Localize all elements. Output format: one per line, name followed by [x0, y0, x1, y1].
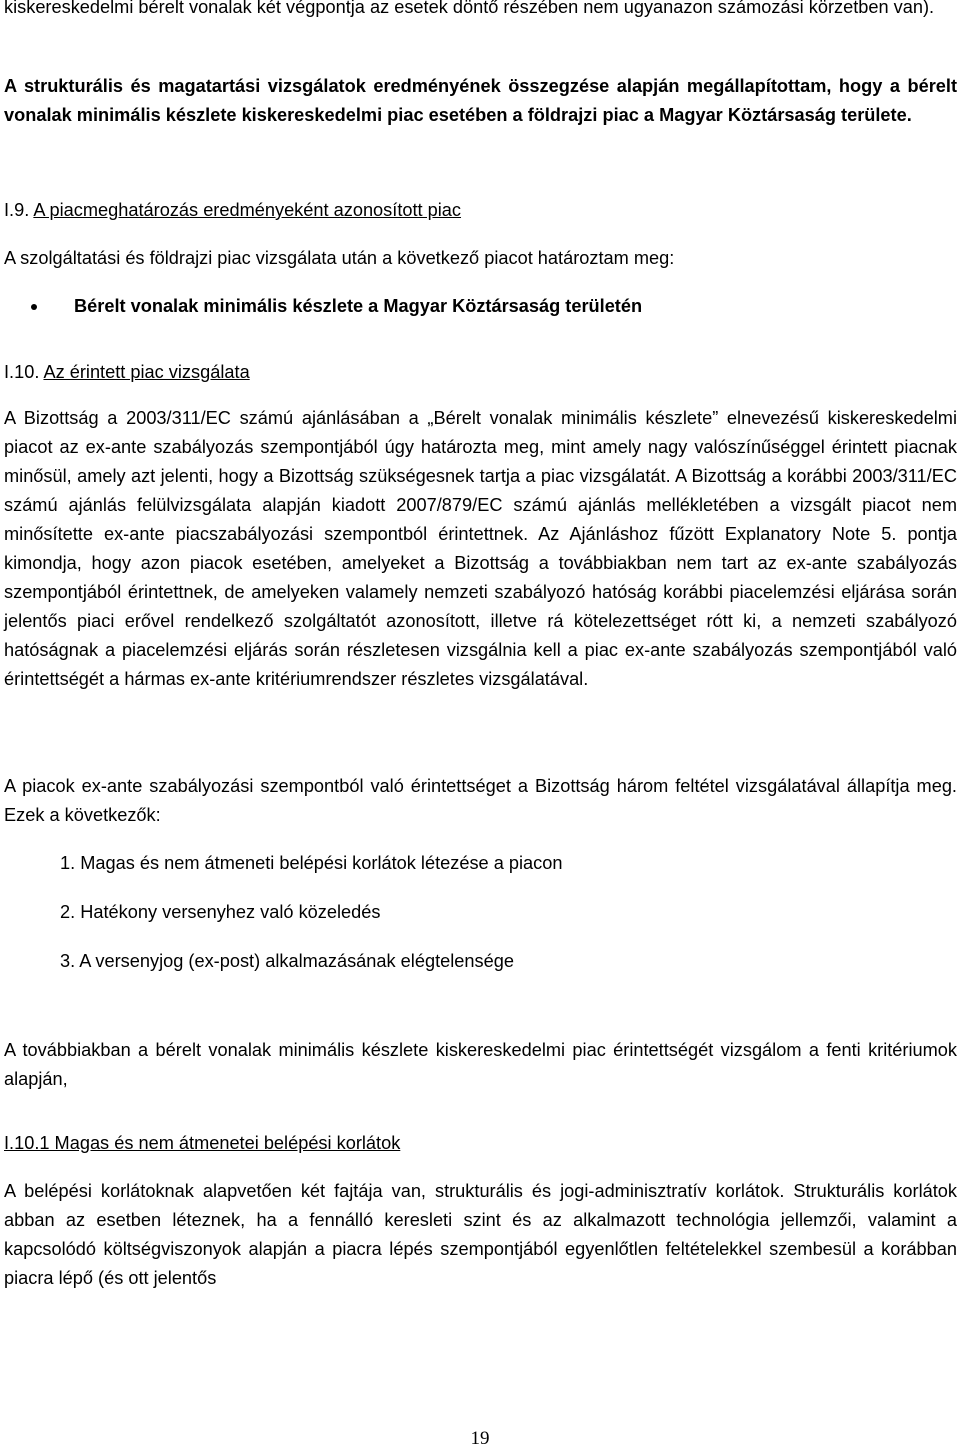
page-number: 19: [470, 1428, 490, 1449]
section-heading-i10: [4, 358, 957, 387]
criteria-item-3: 3. A versenyjog (ex-post) alkalmazásának elégtelensége: [60, 951, 514, 971]
section-number: I.9.: [4, 200, 30, 220]
conclusion-paragraph: A strukturális és magatartási vizsgálatok eredményének összegzése alapján megállapítottam, hogy a bérelt vonalak minimális készlete kiskereskedelmi piac esetében a földrajzi piac a Magyar Köztársaság területe.: [4, 76, 957, 125]
criteria-item-1: 1. Magas és nem átmeneti belépési korlátok létezése a piacon: [60, 853, 563, 873]
bullet-icon: [31, 304, 37, 310]
section-number: I.10.: [4, 362, 40, 382]
section-title: A piacmeghatározás eredményeként azonosított piac: [33, 200, 462, 220]
section-i9-intro: A szolgáltatási és földrajzi piac vizsgálata után a következő piacot határoztam meg:: [4, 248, 675, 268]
section-i10-paragraph-2: A piacok ex-ante szabályozási szempontból való érintettséget a Bizottság három feltétel vizsgálatával állapítja meg. Ezek a következők:: [4, 776, 957, 825]
criteria-item-2: 2. Hatékony versenyhez való közeledés: [60, 902, 381, 922]
section-i10-paragraph-1: A Bizottság a 2003/311/EC számú ajánlásában a „Bérelt vonalak minimális készlete” elnevezésű kiskereskedelmi piacot az ex-ante szabályozás szempontjából úgy határozta meg, mint amely nagy valószínűséggel érintett piacnak minősül, amely azt jelenti, hogy a Bizottság szükségesnek tartja a piac vizsgálatát. A Bizottság a korábbi 2003/311/EC számú ajánlás felülvizsgálata alapján kiadott 2007/879/EC számú ajánlás mellékletében a vizsgált piacot nem minősítette ex-ante piacszabályozási szempontból érintettnek. Az Ajánláshoz fűzött Explanatory Note 5. pontja kimondja, hogy azon piacok esetében, amelyeket a Bizottság a továbbiakban nem tart az ex-ante szabályozás szempontjából érintettnek, de amelyeken valamely nemzeti szabályozó hatóság korábbi piacelemzési eljárása során jelentős piaci erővel rendelkező szolgáltatót azonosított, illetve rá kötelezettséget rótt ki, a nemzeti szabályozó hatóságnak a piacelemzési eljárás során részletesen vizsgálnia kell a piac ex-ante szabályozás szempontjából való érintettségét a hármas ex-ante kritériumrendszer részletes vizsgálatával.: [4, 408, 957, 689]
section-heading-i9: [4, 196, 957, 225]
section-i10-paragraph-3: A továbbiakban a bérelt vonalak minimális készlete kiskereskedelmi piac érintettségét vizsgálom a fenti kritériumok alapján,: [4, 1040, 957, 1089]
section-i101-paragraph: A belépési korlátoknak alapvetően két fajtája van, strukturális és jogi-adminisztratív korlátok. Strukturális korlátok abban az esetben léteznek, ha a fennálló keresleti szint és az alkalmazott technológia jellemzői, valamint a kapcsolódó költségviszonyok alapján a piacra lépés szempontjából egyenlőtlen feltételekkel szembesül a korábban piacra lépő (és ott jelentős: [4, 1181, 957, 1288]
section-title: Az érintett piac vizsgálata: [43, 362, 250, 382]
section-title: I.10.1 Magas és nem átmenetei belépési korlátok: [4, 1133, 401, 1153]
section-heading-i101: [4, 1129, 957, 1158]
continuation-paragraph: kiskereskedelmi bérelt vonalak két végpontja az esetek döntő részében nem ugyanazon számozási körzetben van).: [4, 0, 935, 17]
